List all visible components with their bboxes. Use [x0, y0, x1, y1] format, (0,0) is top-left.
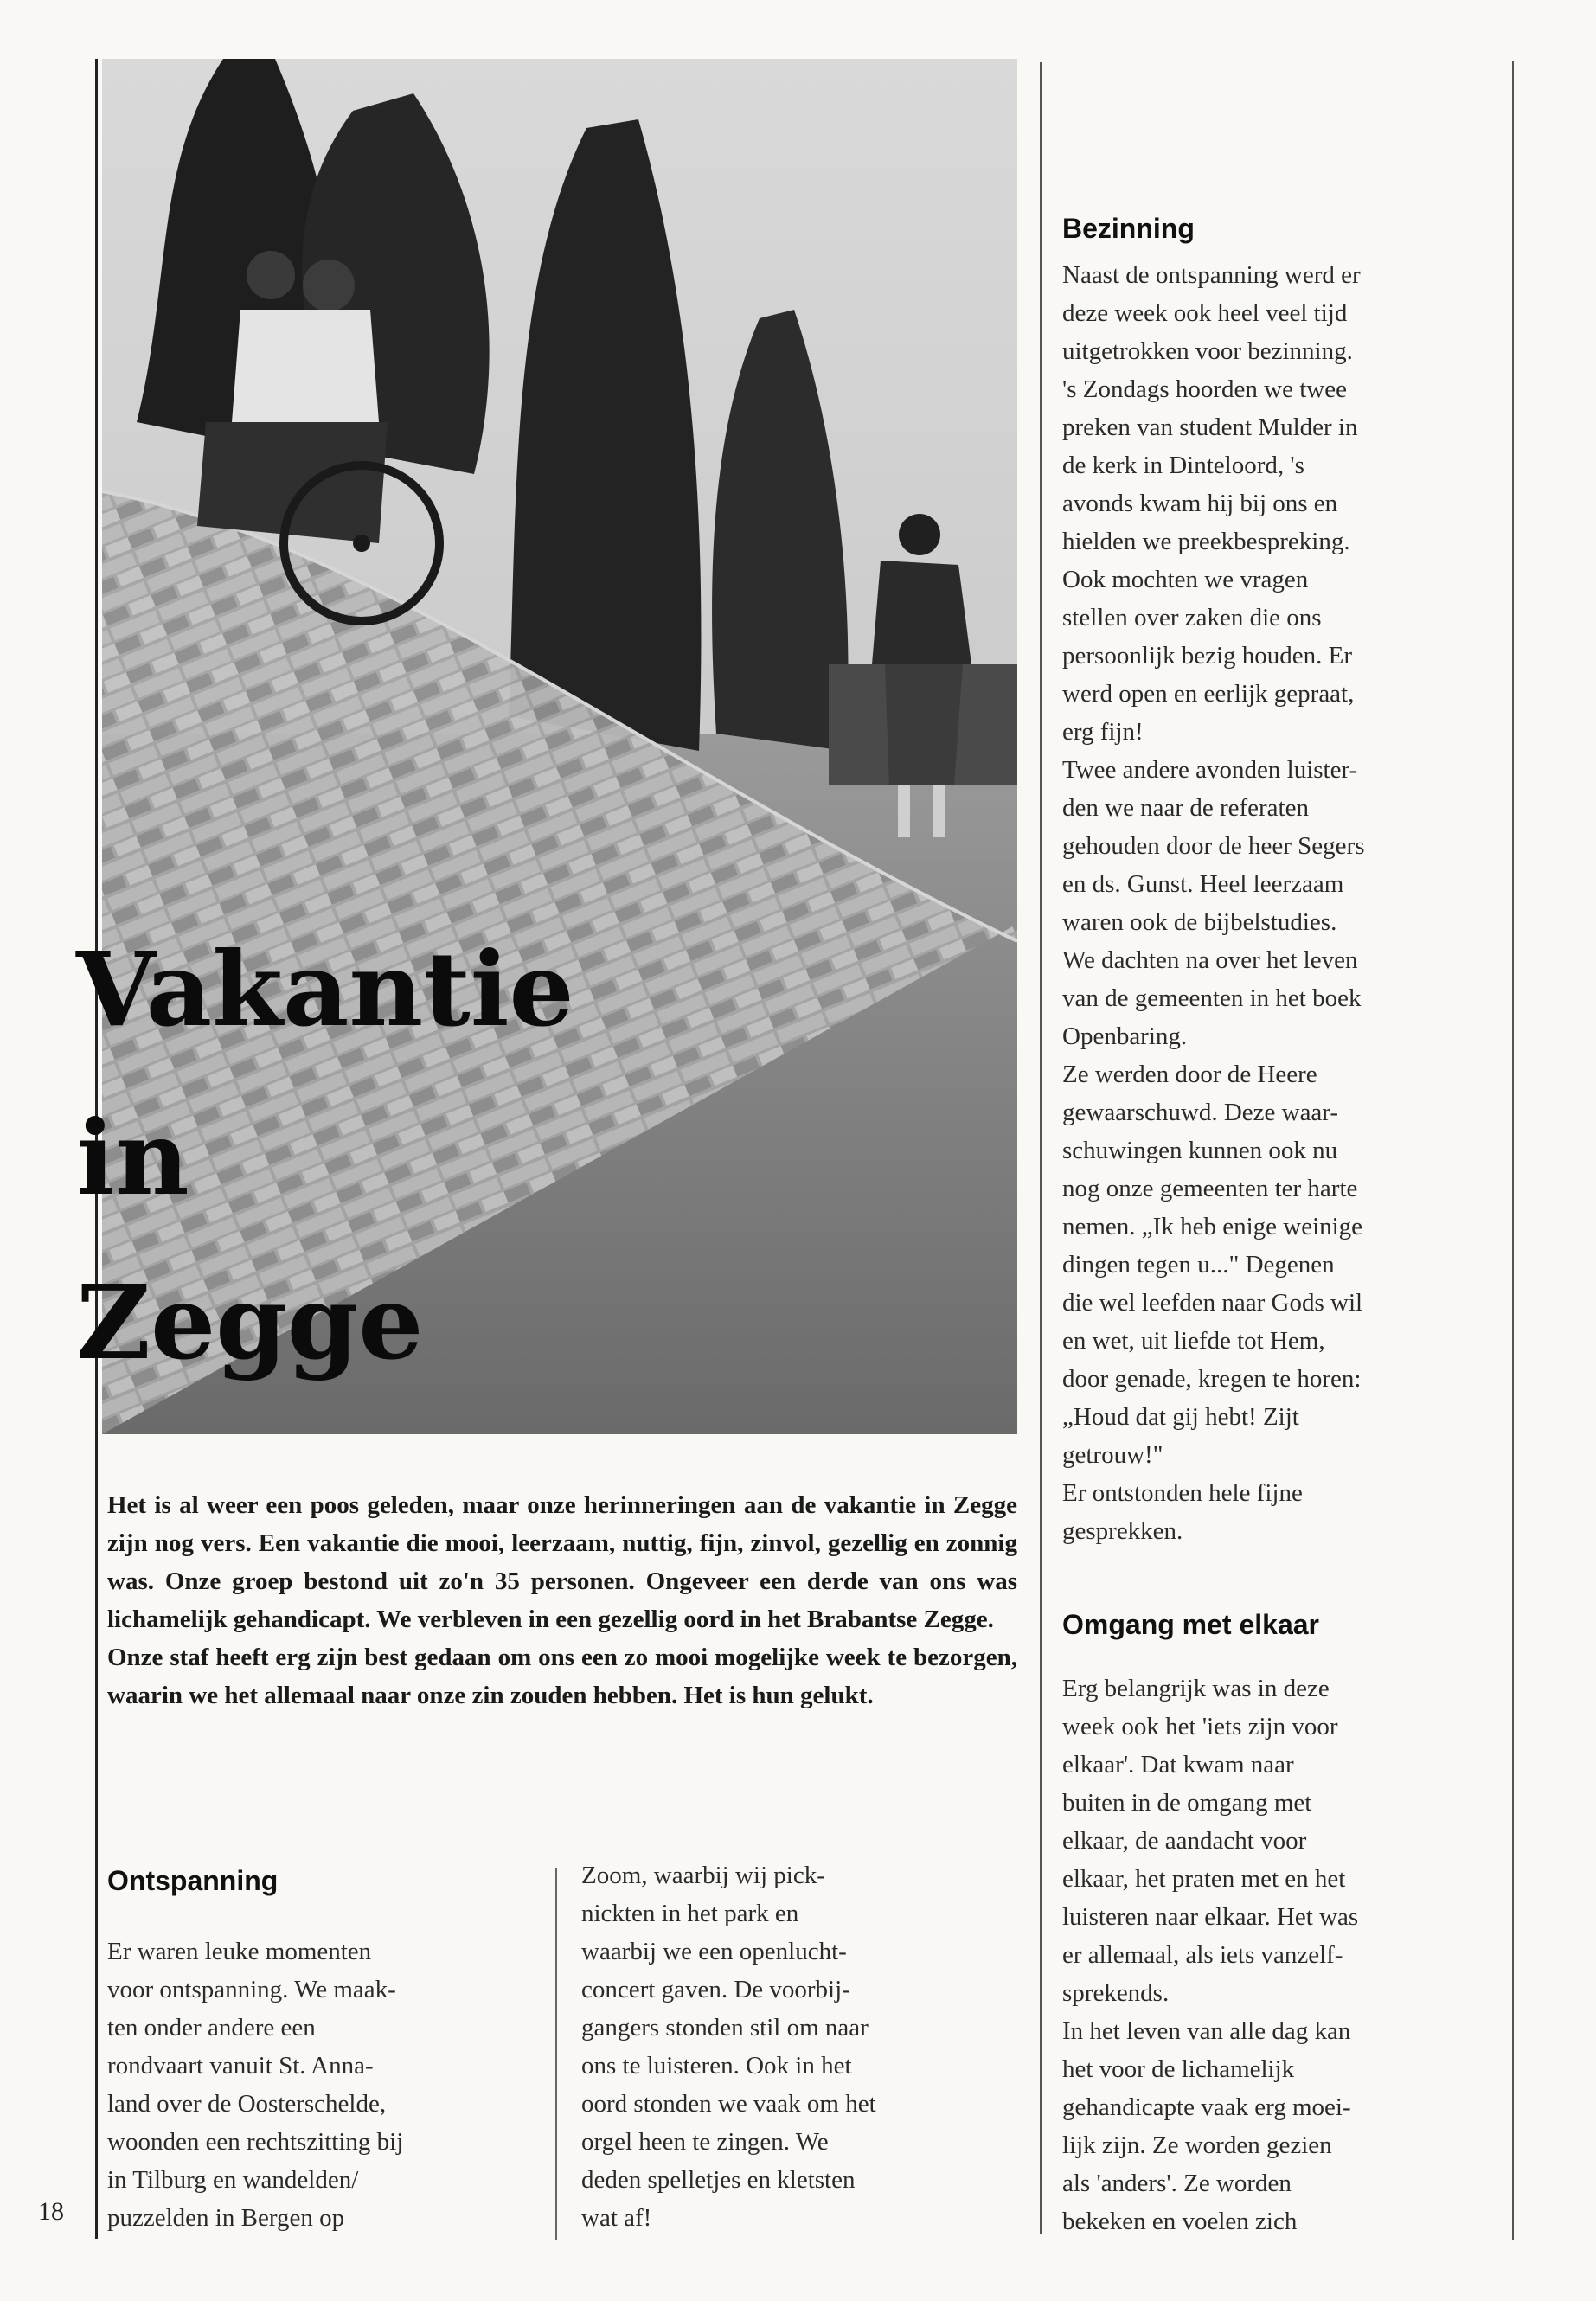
ontspanning-text-part-1: Er waren leuke momenten voor ontspanning. We maak- ten onder andere een rondvaart vanuit St. Anna- land over de Oosterschelde, woonden een rechtszitting bij in Tilburg en wandelden/ puzzelden in Bergen op — [107, 1938, 404, 2232]
page-number: 18 — [38, 2197, 64, 2226]
article-title-line-3: Zegge — [76, 1262, 424, 1382]
omgang-text: Erg belangrijk was in deze week ook het 'iets zijn voor elkaar'. Dat kwam naar buiten in de omgang met elkaar, de aandacht voor elkaar, het praten met en het luisteren naar elkaar. Het was er allemaal, als iets vanzelf- sprekends. In het leven van alle dag kan het voor de lichamelijk gehandicapte vaak erg moei- lijk zijn. Ze worden gezien als 'anders'. Ze worden bekeken en voelen zich — [1062, 1675, 1359, 2235]
heading-omgang-met-elkaar: Omgang met elkaar — [1062, 1609, 1319, 1640]
intro-paragraph-1: Het is al weer een poos geleden, maar onze herinneringen aan de vakantie in Zegge zijn nog vers. Een vakantie die mooi, leerzaam, nuttig, fijn, zinvol, gezellig en zonnig was. Onze groep bestond uit zo'n 35 personen. Ongeveer een derde van ons was lichamelijk gehandicapt. We verbleven in een gezellig oord in het Brabantse Zegge. — [107, 1491, 1017, 1633]
article-title-line-2: in — [76, 1098, 189, 1218]
heading-bezinning: Bezinning — [1062, 213, 1195, 244]
article-intro — [107, 1486, 1017, 1715]
ontspanning-column-1 — [107, 1932, 531, 2237]
bezinning-column — [1062, 256, 1503, 1550]
ontspanning-text-part-2: Zoom, waarbij wij pick- nickten in het park en waarbij we een openlucht- concert gaven. De voorbij- gangers stonden stil om naar ons te luisteren. Ook in het oord stonden we vaak om het orgel heen te zingen. We deden spelletjes en kletsten wat af! — [581, 1862, 876, 2232]
intro-paragraph-2: Onze staf heeft erg zijn best gedaan om ons een zo mooi mogelijke week te bezorgen, waarin we het allemaal naar onze zin zouden hebben. Het is hun gelukt. — [107, 1644, 1017, 1709]
bezinning-text: Naast de ontspanning werd er deze week ook heel veel tijd uitgetrokken voor bezinning. 's Zondags hoorden we twee preken van student Mulder in de kerk in Dinteloord, 's avonds kwam hij bij ons en hielden we preekbespreking. Ook mochten we vragen stellen over zaken die ons persoonlijk bezig houden. Er werd open en eerlijk gepraat, erg fijn! Twee andere avonden luister- den we naar de referaten gehouden door de heer Segers en ds. Gunst. Heel leerzaam waren ook de bijbelstudies. We dachten na over het leven van de gemeenten in het boek Openbaring. Ze werden door de Heere gewaarschuwd. Deze waar- schuwingen kunnen ook nu nog onze gemeenten ter harte nemen. „Ik heb enige weinige dingen tegen u..." Degenen die wel leefden naar Gods wil en wet, uit liefde tot Hem, door genade, kregen te horen: „Houd dat gij hebt! Zijt getrouw!" Er ontstonden hele fijne gesprekken. — [1062, 261, 1365, 1545]
column-divider-rule — [1040, 62, 1042, 2234]
article-title-line-1: Vakantie — [76, 929, 574, 1049]
heading-ontspanning: Ontspanning — [107, 1865, 279, 1896]
inner-column-divider-rule — [555, 1868, 557, 2240]
photo-illustration — [102, 59, 1017, 1434]
ontspanning-column-2 — [581, 1856, 1014, 2237]
right-margin-rule — [1512, 61, 1514, 2240]
omgang-column — [1062, 1670, 1503, 2240]
article-photo — [102, 59, 1017, 1434]
